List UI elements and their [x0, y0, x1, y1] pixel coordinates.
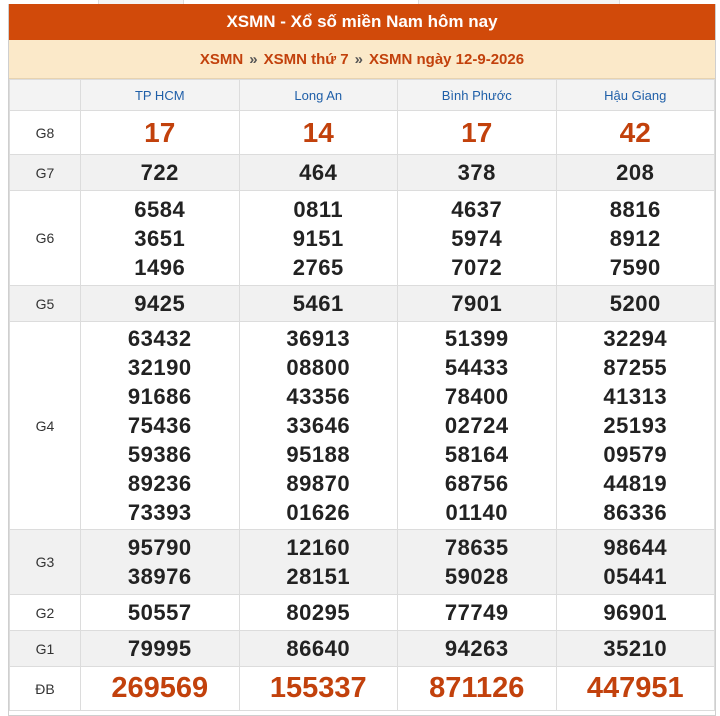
prize-number: 32294 — [603, 326, 668, 351]
prize-label: ĐB — [10, 667, 81, 711]
prize-number: 96901 — [603, 600, 668, 625]
prize-cell — [556, 286, 715, 322]
prize-number: 95790 — [127, 535, 192, 560]
prize-number: 80295 — [286, 600, 351, 625]
special-prize-number: 447951 — [586, 672, 684, 704]
prize-cell — [556, 530, 715, 595]
prize-number: 25193 — [603, 413, 668, 438]
breadcrumb-link-date[interactable]: XSMN ngày 12-9-2026 — [369, 50, 525, 68]
results-panel — [8, 4, 716, 716]
prize-number: 58164 — [444, 442, 509, 467]
prize-number: 378 — [457, 160, 496, 185]
prize-number: 6584 — [134, 196, 186, 222]
prize-number: 94263 — [444, 636, 509, 661]
breadcrumb-link-weekday[interactable]: XSMN thứ 7 — [263, 50, 349, 68]
prize-number: 7901 — [451, 291, 503, 316]
prize-number: 01626 — [286, 500, 351, 525]
prize-row — [10, 191, 715, 286]
results-table — [9, 79, 715, 711]
prize-number: 28151 — [286, 564, 351, 589]
prize-number: 208 — [616, 160, 655, 185]
prize-cell — [556, 667, 715, 711]
prize-number: 02724 — [444, 413, 509, 438]
province-header-row — [10, 80, 715, 111]
prize-number: 38976 — [127, 564, 192, 589]
prize-cell — [556, 631, 715, 667]
prize-label: G4 — [10, 322, 81, 530]
prize-number: 95188 — [286, 442, 351, 467]
breadcrumb-separator: » — [354, 50, 363, 68]
prize-label: G7 — [10, 155, 81, 191]
prize-cell — [81, 111, 240, 155]
province-header[interactable]: Hậu Giang — [556, 80, 715, 111]
prize-number: 5461 — [292, 291, 344, 316]
prize-cell — [81, 631, 240, 667]
prize-number: 87255 — [603, 355, 668, 380]
prize-cell — [239, 631, 398, 667]
prize-number: 75436 — [127, 413, 192, 438]
prize-number: 54433 — [444, 355, 509, 380]
prize-cell — [398, 286, 557, 322]
prize-cell — [81, 595, 240, 631]
prize-cell — [239, 667, 398, 711]
prize-cell — [239, 595, 398, 631]
prize-number: 89870 — [286, 471, 351, 496]
prize-cell — [239, 155, 398, 191]
breadcrumb — [9, 40, 715, 79]
prize-cell — [81, 667, 240, 711]
prize-number: 722 — [140, 160, 179, 185]
prize-cell — [239, 286, 398, 322]
prize-number: 59028 — [444, 564, 509, 589]
prize-number: 8816 — [609, 196, 661, 222]
prize-number: 43356 — [286, 384, 351, 409]
prize-cell — [398, 631, 557, 667]
prize-number: 1496 — [134, 254, 186, 280]
prize-label: G2 — [10, 595, 81, 631]
prize-cell — [81, 286, 240, 322]
prize-number: 09579 — [603, 442, 668, 467]
special-prize-number: 269569 — [111, 672, 209, 704]
prize-cell — [239, 111, 398, 155]
province-header[interactable]: TP HCM — [81, 80, 240, 111]
prize-number: 5200 — [609, 291, 661, 316]
prize-row — [10, 667, 715, 711]
prize-number: 14 — [302, 116, 334, 148]
prize-number: 9425 — [134, 291, 186, 316]
prize-label: G3 — [10, 530, 81, 595]
prize-cell — [81, 155, 240, 191]
prize-cell — [556, 595, 715, 631]
prize-number: 51399 — [444, 326, 509, 351]
prize-row — [10, 322, 715, 530]
special-prize-number: 155337 — [269, 672, 367, 704]
prize-cell — [398, 530, 557, 595]
prize-number: 36913 — [286, 326, 351, 351]
prize-number: 17 — [144, 116, 176, 148]
prize-number: 91686 — [127, 384, 192, 409]
prize-cell — [556, 322, 715, 530]
prize-number: 42 — [619, 116, 651, 148]
prize-label: G5 — [10, 286, 81, 322]
prize-cell — [556, 111, 715, 155]
prize-cell — [398, 191, 557, 286]
prize-number: 12160 — [286, 535, 351, 560]
province-header[interactable]: Bình Phước — [398, 80, 557, 111]
prize-number: 0811 — [293, 196, 344, 222]
prize-number: 7590 — [609, 254, 661, 280]
special-prize-number: 871126 — [429, 672, 525, 704]
prize-label: G1 — [10, 631, 81, 667]
prize-number: 464 — [299, 160, 338, 185]
prize-cell — [239, 191, 398, 286]
prize-number: 4637 — [451, 196, 503, 222]
prize-number: 77749 — [444, 600, 509, 625]
prize-number: 50557 — [127, 600, 192, 625]
prize-label: G8 — [10, 111, 81, 155]
prize-cell — [398, 595, 557, 631]
prize-number: 17 — [461, 116, 493, 148]
prize-cell — [398, 155, 557, 191]
prize-row — [10, 286, 715, 322]
prize-number: 5974 — [451, 225, 503, 251]
prize-number: 86640 — [286, 636, 351, 661]
prize-number: 59386 — [127, 442, 192, 467]
prize-cell — [81, 322, 240, 530]
prize-cell — [239, 322, 398, 530]
prize-number: 2765 — [292, 254, 344, 280]
breadcrumb-separator: » — [249, 50, 258, 68]
prize-number: 44819 — [603, 471, 668, 496]
prize-number: 79995 — [127, 636, 192, 661]
prize-number: 01140 — [445, 500, 508, 525]
prize-number: 9151 — [292, 225, 344, 251]
prize-cell — [398, 111, 557, 155]
prize-cell — [556, 191, 715, 286]
prize-label: G6 — [10, 191, 81, 286]
prize-number: 32190 — [127, 355, 192, 380]
prize-cell — [81, 530, 240, 595]
prize-cell — [81, 191, 240, 286]
prize-number: 8912 — [609, 225, 661, 251]
prize-number: 35210 — [603, 636, 668, 661]
prize-number: 3651 — [134, 225, 186, 251]
prize-number: 08800 — [286, 355, 351, 380]
prize-number: 98644 — [603, 535, 668, 560]
prize-number: 63432 — [127, 326, 192, 351]
prize-cell — [556, 155, 715, 191]
prize-row — [10, 111, 715, 155]
prize-row — [10, 155, 715, 191]
prize-cell — [398, 322, 557, 530]
prize-number: 05441 — [603, 564, 668, 589]
prize-number: 89236 — [127, 471, 192, 496]
page-title: XSMN - Xổ số miền Nam hôm nay — [9, 4, 715, 40]
prize-number: 68756 — [444, 471, 509, 496]
province-header[interactable]: Long An — [239, 80, 398, 111]
prize-cell — [239, 530, 398, 595]
prize-number: 7072 — [451, 254, 503, 280]
prize-number: 41313 — [603, 384, 668, 409]
prize-number: 78635 — [444, 535, 509, 560]
prize-row — [10, 631, 715, 667]
prize-number: 73393 — [127, 500, 192, 525]
prize-column-header — [10, 80, 81, 111]
prize-row — [10, 530, 715, 595]
breadcrumb-link-xsmn[interactable]: XSMN — [199, 50, 244, 68]
prize-number: 33646 — [286, 413, 351, 438]
prize-number: 86336 — [603, 500, 668, 525]
prize-row — [10, 595, 715, 631]
prize-number: 78400 — [444, 384, 509, 409]
prize-cell — [398, 667, 557, 711]
